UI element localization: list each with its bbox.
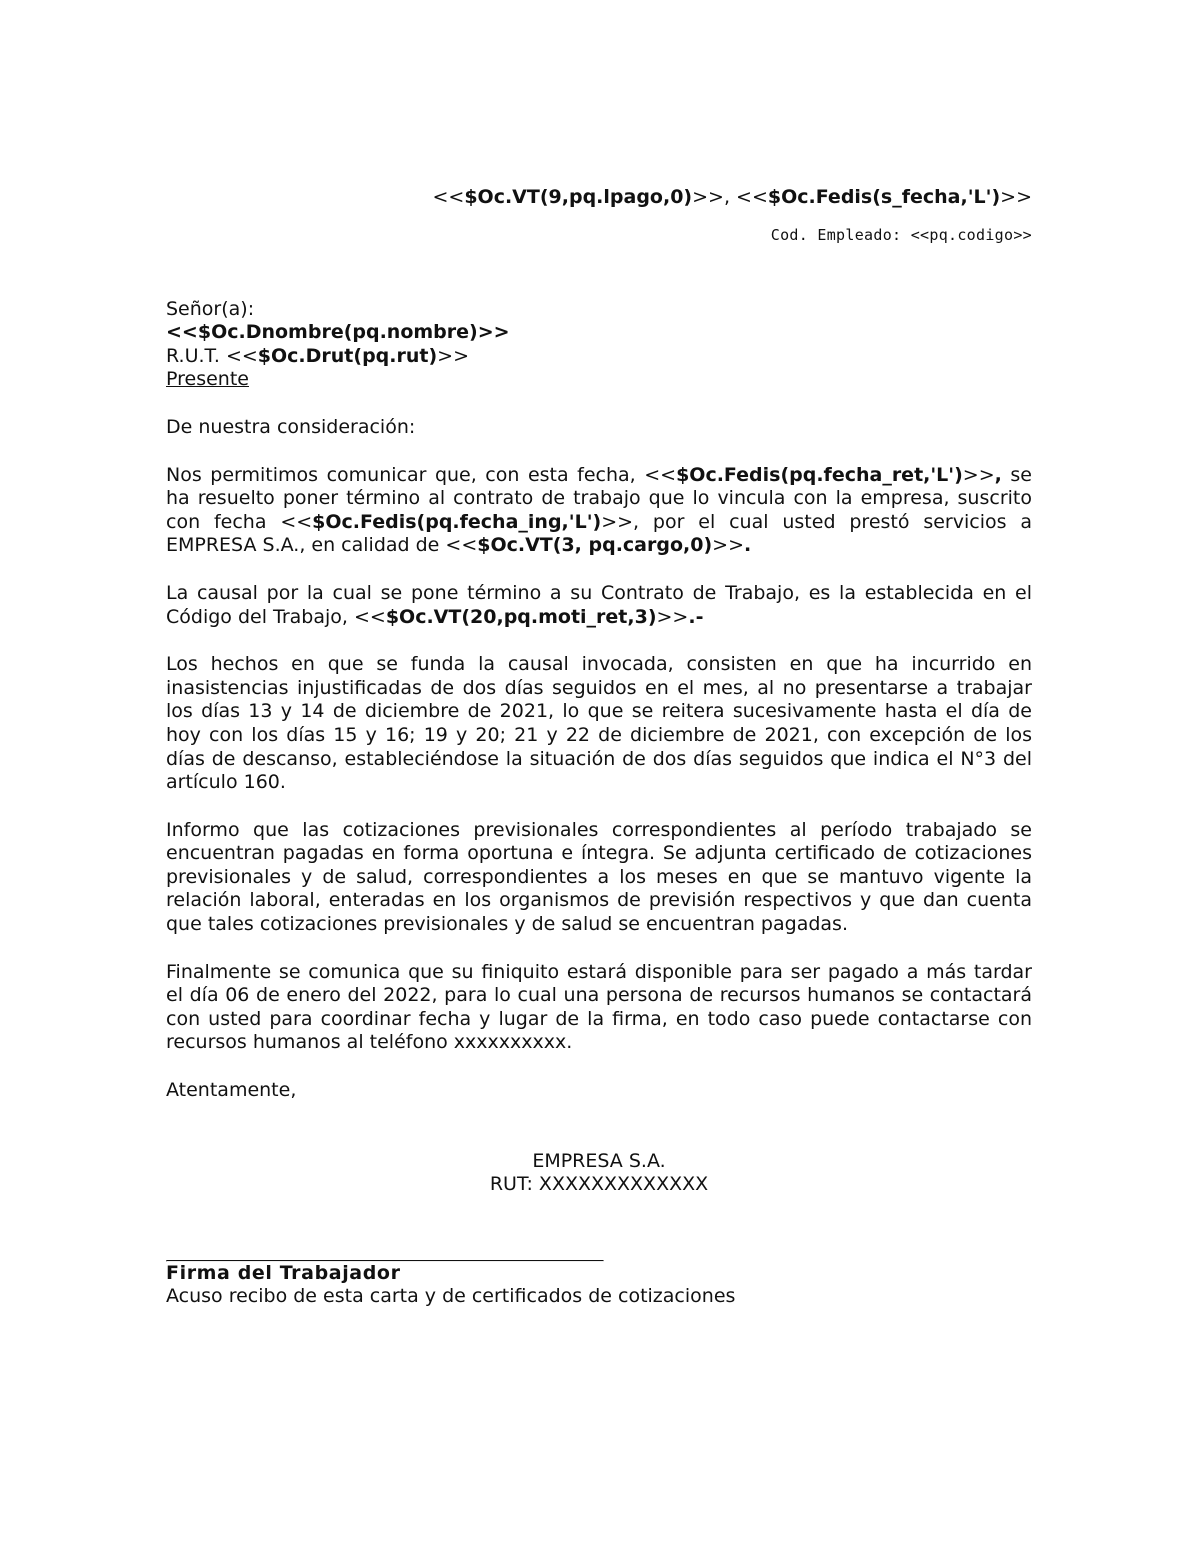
text-run: >> (437, 344, 469, 367)
field-placeholder: $Oc.VT(3, pq.cargo,0) (477, 534, 713, 557)
paragraph-termination (166, 464, 1032, 558)
field-placeholder: $Oc.Fedis(s_fecha,'L') (767, 186, 1001, 208)
company-name: EMPRESA S.A. (532, 1149, 666, 1172)
text-run: >>, << (692, 186, 768, 208)
text-run: R.U.T. << (166, 344, 258, 367)
field-placeholder: $Oc.Fedis(pq.fecha_ret,'L') (676, 463, 963, 486)
field-placeholder: $Oc.VT(20,pq.moti_ret,3) (385, 605, 657, 628)
text-run: . (744, 534, 752, 557)
field-placeholder: $Oc.VT(9,pq.lpago,0) (464, 186, 693, 208)
text-run: << (166, 321, 198, 344)
letter-body (166, 186, 1032, 1309)
text-run: << (432, 186, 465, 208)
recipient-rut (166, 345, 1032, 369)
text-run: >> (962, 463, 995, 486)
company-rut: RUT: XXXXXXXXXXXXX (489, 1173, 709, 1196)
employee-code: Cod. Empleado: <<pq.codigo>> (770, 225, 1032, 244)
signature-label: Firma del Trabajador (166, 1261, 401, 1284)
greeting: De nuestra consideración: (166, 415, 416, 438)
header-date-line (166, 186, 1032, 210)
text-run: La causal por la cual se pone término a su Contrato de Trabajo, es la establecida en el Código del Trabajo, << (166, 581, 1032, 628)
recipient-name (166, 321, 1032, 345)
field-placeholder: $Oc.Fedis(pq.fecha_ing,'L') (312, 510, 602, 533)
text-run: >> (477, 321, 510, 344)
text-run: >> (656, 605, 689, 628)
text-run: se ha resuelto poner término al contrato de trabajo que lo vincula con la empresa, suscrito con fecha << (166, 463, 1032, 533)
paragraph-contributions: Informo que las cotizaciones previsionales correspondientes al período trabajado se encuentran pagadas en forma oportuna e íntegra. Se adjunta certificado de cotizaciones previsionales y de salud, correspondientes a los meses en que se mantuvo vigente la relación laboral, enteradas en los organismos de previsión respectivos y que dan cuenta que tales cotizaciones previsionales y de salud se encuentran pagadas. (166, 818, 1032, 936)
presente-label: Presente (166, 368, 249, 391)
text-run: .- (688, 605, 704, 628)
salutation: Señor(a): (166, 297, 255, 320)
text-run: >> (1000, 186, 1032, 208)
text-run: Nos permitimos comunicar que, con esta fecha, << (166, 463, 677, 486)
paragraph-cause (166, 582, 1032, 629)
field-placeholder: $Oc.Dnombre(pq.nombre) (197, 321, 478, 344)
paragraph-facts: Los hechos en que se funda la causal invocada, consisten en que ha incurrido en inasistencias injustificadas de dos días seguidos en el mes, al no presentarse a trabajar los días 13 y 14 de diciembre de 2021, lo que se reitera sucesivamente hasta el día de hoy con los días 15 y 16; 19 y 20; 21 y 22 de diciembre de 2021, con excepción de los días de descanso, estableciéndose la situación de dos días seguidos que indica el N°3 del artículo 160. (166, 653, 1032, 794)
paragraph-settlement: Finalmente se comunica que su finiquito estará disponible para ser pagado a más tardar el día 06 de enero del 2022, para lo cual una persona de recursos humanos se contactará con usted para coordinar fecha y lugar de la firma, en todo caso puede contactarse con recursos humanos al teléfono xxxxxxxxxx. (166, 960, 1032, 1054)
closing: Atentamente, (166, 1079, 297, 1102)
signature-note: Acuso recibo de esta carta y de certificados de cotizaciones (166, 1285, 736, 1308)
text-run: , (994, 463, 1002, 486)
field-placeholder: $Oc.Drut(pq.rut) (257, 344, 438, 367)
text-run: >>, por el cual usted prestó servicios a EMPRESA S.A., en calidad de << (166, 510, 1032, 557)
text-run: >> (712, 534, 744, 557)
